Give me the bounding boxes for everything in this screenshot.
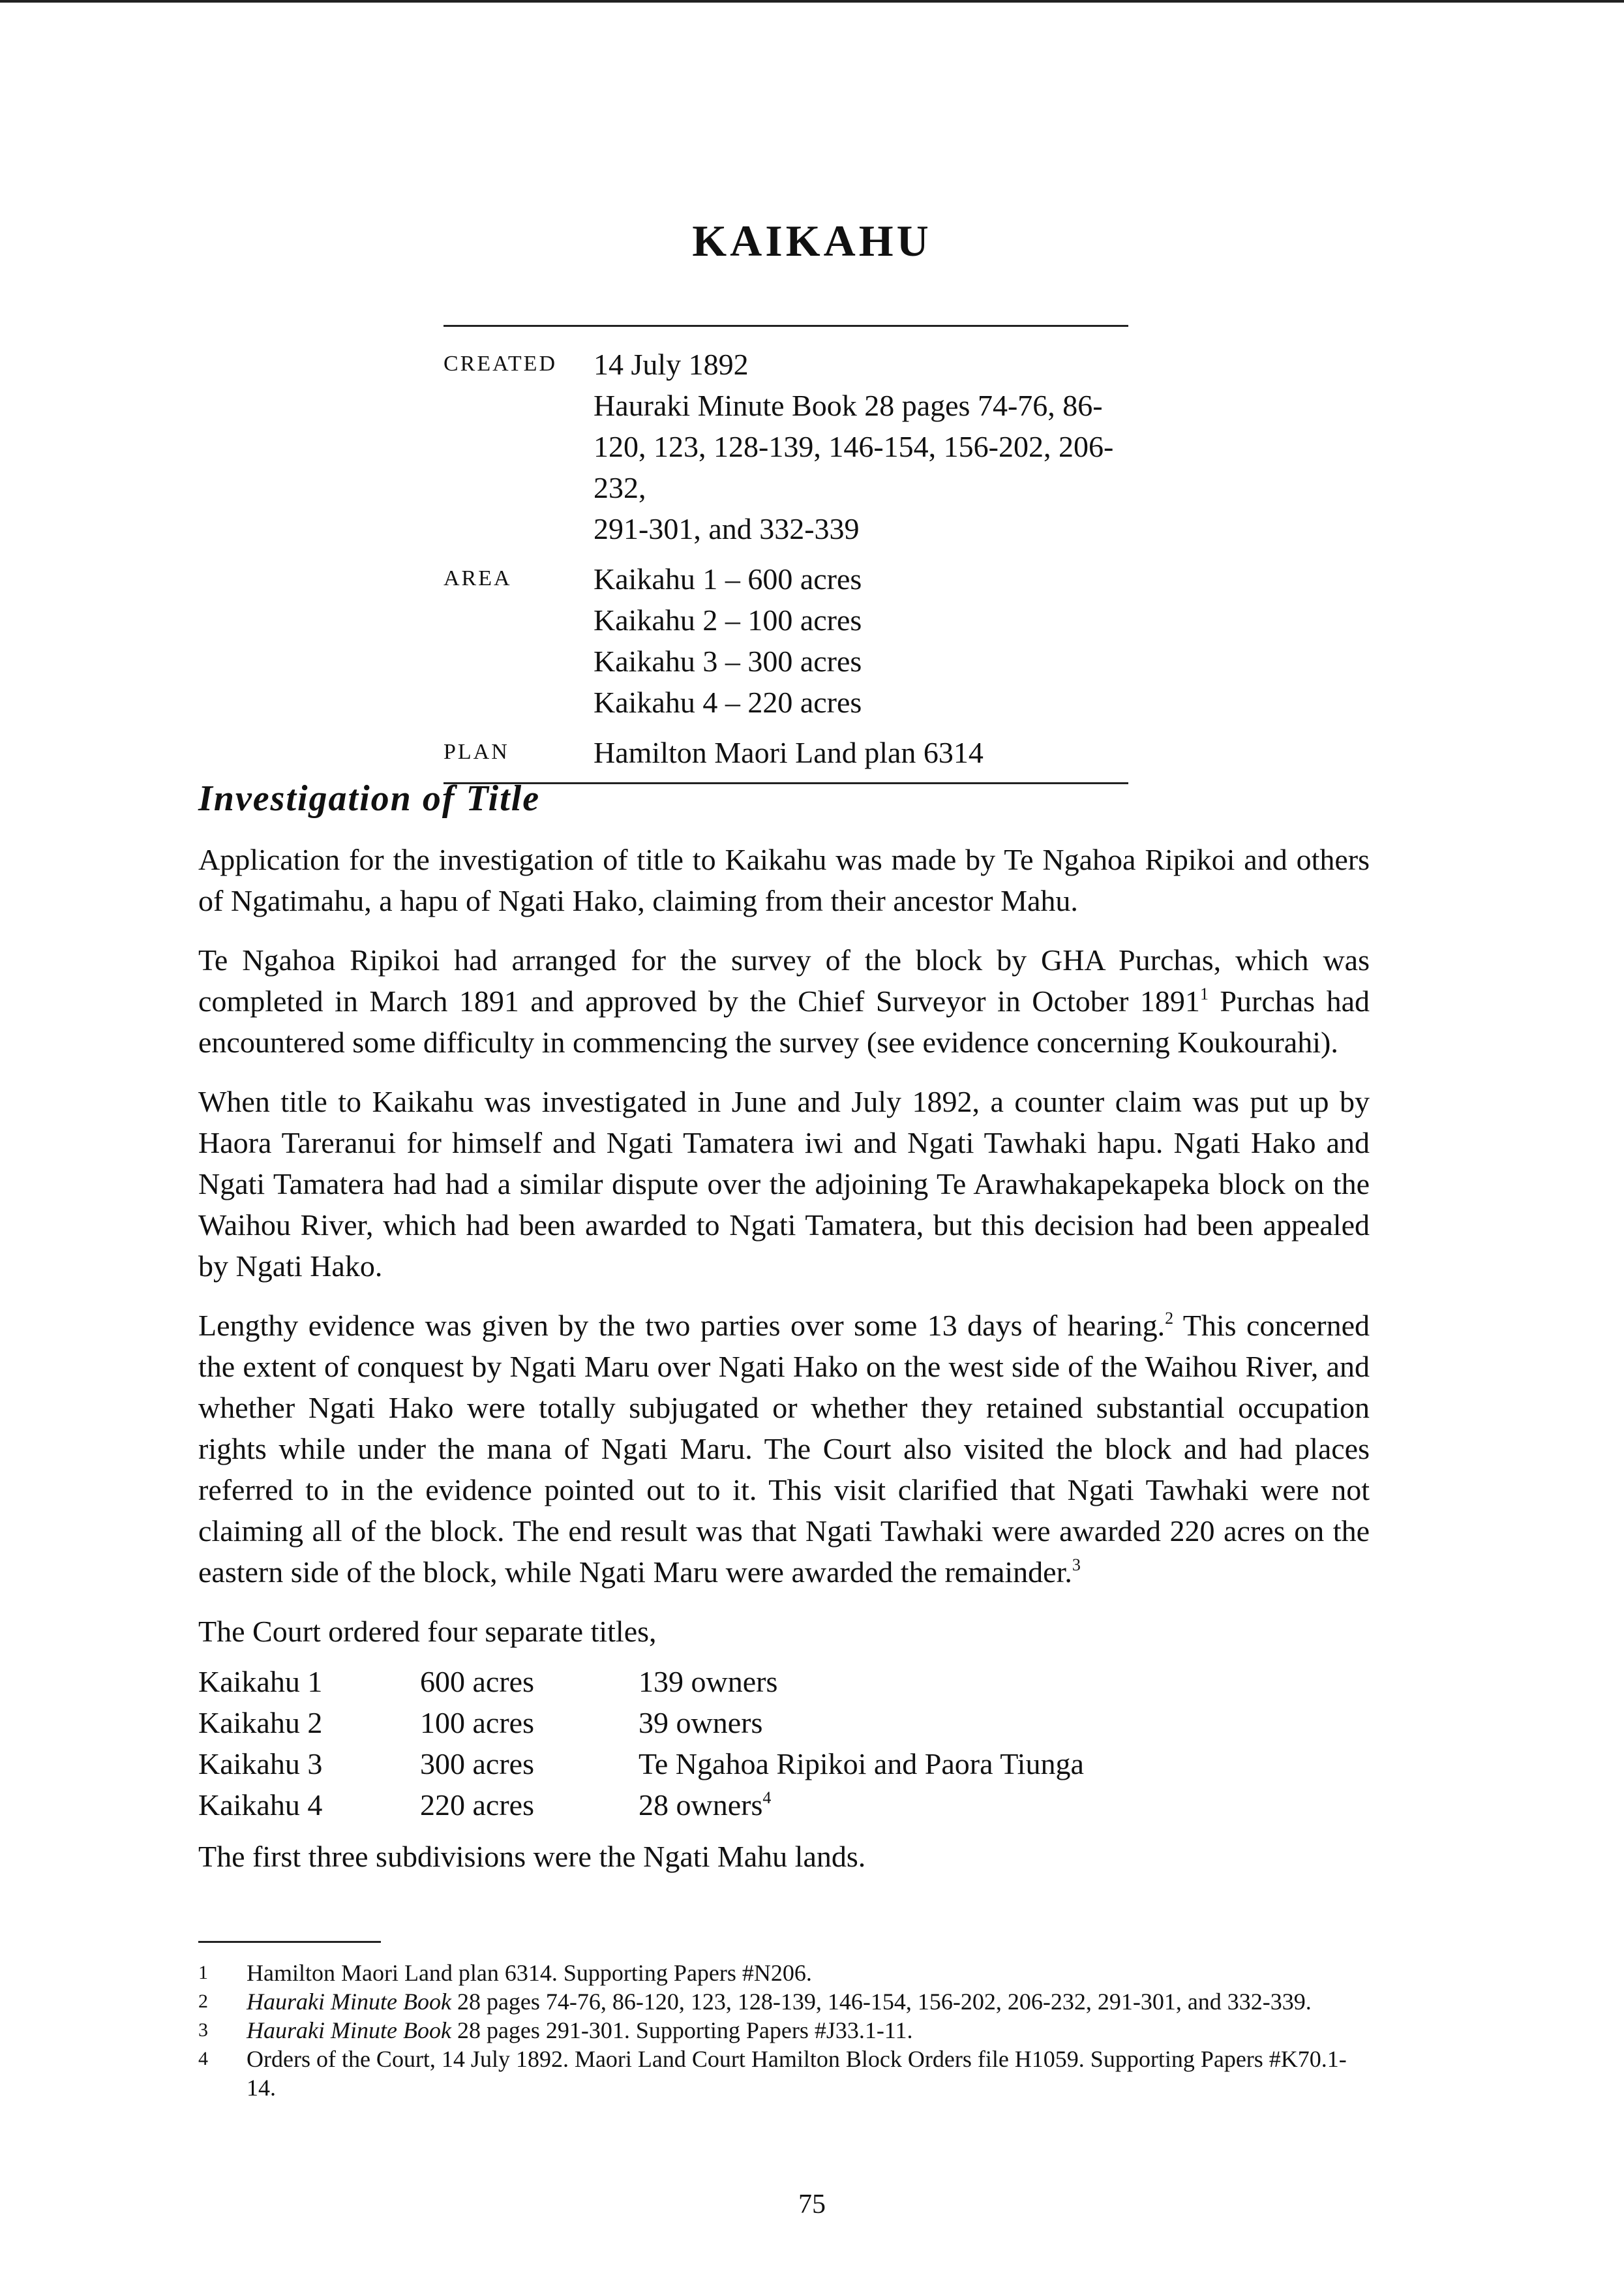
footnote-body: 28 pages 291-301. Supporting Papers #J33.1-11.	[451, 2017, 913, 2043]
footnote-body: Orders of the Court, 14 July 1892. Maori Land Court Hamilton Block Orders file H1059. Supporting Papers #K70.1-14.	[247, 2046, 1347, 2101]
summary-row-area	[444, 558, 1128, 723]
footnote-text	[247, 2045, 1370, 2102]
owners-text: 139 owners	[639, 1665, 778, 1698]
created-line: 291-301, and 332-339	[594, 512, 860, 545]
paragraph-text: Lengthy evidence was given by the two parties over some 13 days of hearing.	[198, 1309, 1165, 1342]
plan-line: Hamilton Maori Land plan 6314	[594, 736, 984, 769]
table-cell-owners	[639, 1743, 1084, 1784]
table-cell-owners	[639, 1702, 1084, 1743]
created-values	[594, 344, 1128, 549]
footnote-text	[247, 1987, 1370, 2016]
plan-values	[594, 732, 1128, 773]
table-cell-area: 220 acres	[420, 1788, 534, 1822]
plan-label: PLAN	[444, 740, 509, 764]
footnotes	[198, 1941, 1370, 2102]
footnote	[198, 2045, 1370, 2102]
created-line: 14 July 1892	[594, 348, 749, 381]
table-row	[198, 1661, 1084, 1702]
paragraph-text: Te Ngahoa Ripikoi had arranged for the survey of the block by GHA Purchas, which was completed in March 1891 and approved by the Chief Surveyor in October 1891	[198, 943, 1370, 1018]
area-values	[594, 558, 1128, 723]
footnote-italic: Hauraki Minute Book	[247, 2017, 451, 2043]
table-cell-area: 100 acres	[420, 1706, 534, 1739]
table-cell-block: Kaikahu 1	[198, 1665, 323, 1698]
footnote-ref: 4	[762, 1788, 772, 1807]
area-label: AREA	[444, 566, 512, 590]
table-cell-owners	[639, 1784, 1084, 1825]
area-line: Kaikahu 4 – 220 acres	[594, 686, 862, 719]
table-cell-block: Kaikahu 3	[198, 1747, 323, 1780]
owners-text: 39 owners	[639, 1706, 763, 1739]
footnote-ref: 1	[1199, 984, 1209, 1003]
footnote-number: 2	[198, 1991, 208, 2012]
area-line: Kaikahu 1 – 600 acres	[594, 562, 862, 596]
created-line: 120, 123, 128-139, 146-154, 156-202, 206-232,	[594, 430, 1114, 504]
paragraph: Application for the investigation of title to Kaikahu was made by Te Ngahoa Ripikoi and others of Ngatimahu, a hapu of Ngati Hako, claiming from their ancestor Mahu.	[198, 843, 1370, 917]
footnote-rule	[198, 1941, 381, 1943]
footnote	[198, 2016, 1370, 2045]
top-edge-rule	[0, 0, 1624, 3]
paragraph: The Court ordered four separate titles,	[198, 1615, 657, 1648]
footnote	[198, 1959, 1370, 1987]
summary-top-rule	[444, 325, 1128, 327]
table-row	[198, 1743, 1084, 1784]
paragraph: When title to Kaikahu was investigated in June and July 1892, a counter claim was put up by Haora Tareranui for himself and Ngati Tamatera iwi and Ngati Tawhaki hapu. Ngati Hako and Ngati Tamatera had had a similar dispute over the adjoining Te Arawhakapekapeka block on the Waihou River, which had been awarded to Ngati Tamatera, but this decision had been appealed by Ngati Hako.	[198, 1085, 1370, 1283]
footnote-number: 1	[198, 1962, 208, 1983]
body-text	[198, 839, 1370, 1895]
paragraph-text: This concerned the extent of conquest by Ngati Maru over Ngati Hako on the west side of the Waihou River, and whether Ngati Hako were totally subjugated or whether they retained substantial occupation rights while under the mana of Ngati Maru. The Court also visited the block and had places referred to in the evidence pointed out to it. This visit clarified that Ngati Tawhaki were not claiming all of the block. The end result was that Ngati Tawhaki were awarded 220 acres on the eastern side of the block, while Ngati Maru were awarded the remainder.	[198, 1309, 1370, 1589]
owners-text: 28 owners	[639, 1788, 763, 1822]
paragraph-text: Purchas had encountered some difficulty in commencing the survey (see evidence concerning Koukourahi).	[198, 984, 1370, 1059]
titles-table	[198, 1661, 1084, 1825]
table-row	[198, 1702, 1084, 1743]
page-number: 75	[798, 2189, 826, 2219]
footnote-number: 4	[198, 2048, 208, 2069]
created-label: CREATED	[444, 352, 557, 376]
footnote-body: 28 pages 74-76, 86-120, 123, 128-139, 146-154, 156-202, 206-232, 291-301, and 332-339.	[451, 1989, 1312, 2015]
footnote-ref: 2	[1165, 1309, 1174, 1328]
footnote-ref: 3	[1072, 1555, 1081, 1574]
table-row	[198, 1784, 1084, 1825]
table-cell-area: 600 acres	[420, 1665, 534, 1698]
area-line: Kaikahu 3 – 300 acres	[594, 645, 862, 678]
table-cell-block: Kaikahu 2	[198, 1706, 323, 1739]
area-line: Kaikahu 2 – 100 acres	[594, 603, 862, 637]
block-summary	[444, 325, 1128, 784]
summary-bottom-rule	[444, 782, 1128, 784]
created-line: Hauraki Minute Book 28 pages 74-76, 86-	[594, 389, 1103, 422]
footnote-number: 3	[198, 2019, 208, 2041]
owners-text: Te Ngahoa Ripikoi and Paora Tiunga	[639, 1747, 1084, 1780]
summary-row-created	[444, 344, 1128, 549]
page-title: KAIKAHU	[692, 216, 932, 266]
table-cell-block: Kaikahu 4	[198, 1788, 323, 1822]
paragraph	[198, 1305, 1370, 1593]
footnote-text	[247, 1959, 1370, 1987]
footnote-italic: Hauraki Minute Book	[247, 1989, 451, 2015]
table-cell-owners	[639, 1661, 1084, 1702]
footnote	[198, 1987, 1370, 2016]
paragraph: The first three subdivisions were the Ngati Mahu lands.	[198, 1840, 866, 1873]
table-cell-area: 300 acres	[420, 1747, 534, 1780]
footnote-text	[247, 2016, 1370, 2045]
paragraph	[198, 939, 1370, 1063]
section-heading: Investigation of Title	[198, 778, 541, 819]
summary-row-plan	[444, 732, 1128, 773]
footnote-body: Hamilton Maori Land plan 6314. Supporting Papers #N206.	[247, 1960, 812, 1986]
